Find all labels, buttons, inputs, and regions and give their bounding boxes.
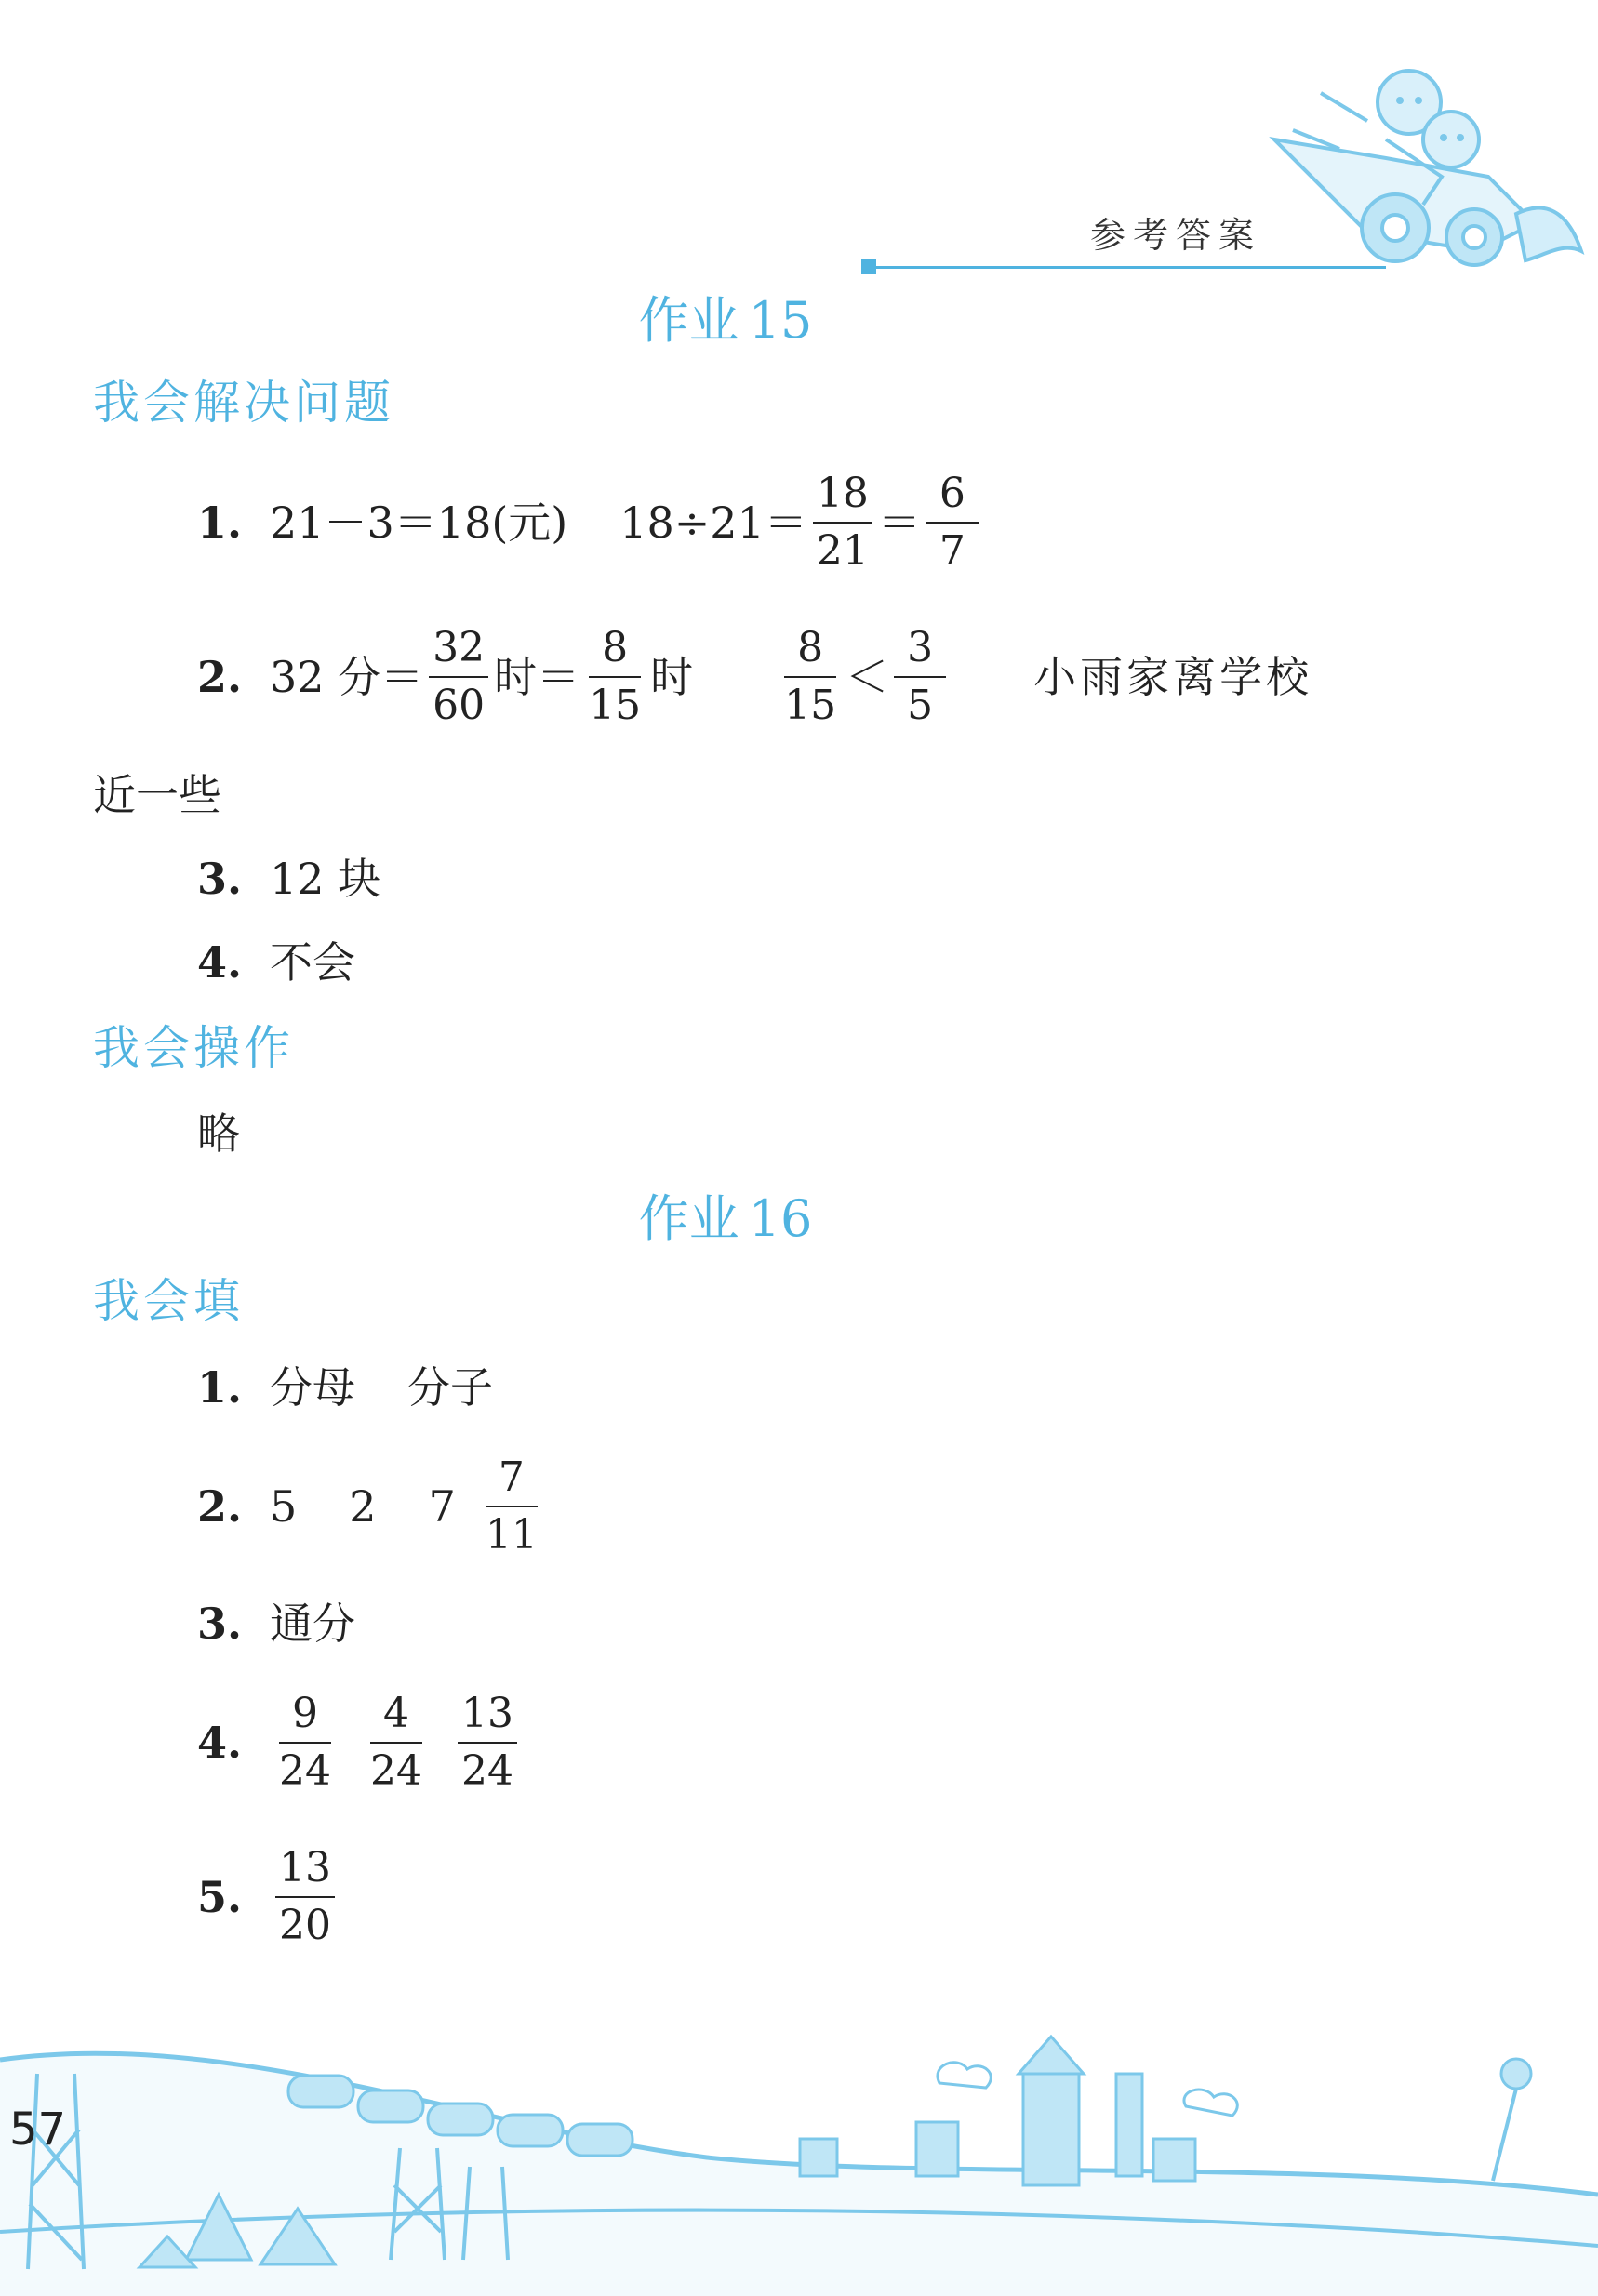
fraction: $\frac{32}{60}$	[429, 628, 488, 726]
q2-mid-2: 时	[650, 652, 694, 702]
q2-answer-c: 7	[428, 1481, 456, 1532]
q1-expression: 21－3＝18(元)	[270, 498, 568, 548]
fraction: $\frac{7}{11}$	[485, 1453, 538, 1559]
hw16-q3	[197, 1577, 355, 1670]
q3-answer: 12 块	[270, 854, 381, 904]
fraction: $\frac{8}{15}$	[784, 624, 837, 729]
hw16-q2	[197, 1453, 547, 1559]
homework-title-label: 作业	[638, 291, 739, 350]
q2-answer-b: 2	[349, 1481, 377, 1532]
hw15-q2	[197, 624, 1313, 729]
q1-expression-2: 18÷21＝	[619, 498, 807, 548]
homework-number: 15	[748, 291, 813, 350]
q2-answer-continuation: 近一些	[93, 770, 221, 820]
fraction: $\frac{18}{21}$	[813, 473, 872, 572]
question-number: 1.	[197, 498, 243, 548]
equals-sign: ＝	[877, 498, 921, 548]
hw16-q4	[197, 1690, 523, 1795]
fraction: $\frac{8}{15}$	[589, 624, 642, 729]
question-number: 4.	[197, 1718, 243, 1768]
question-number: 3.	[197, 1599, 243, 1649]
q1-answer-b: 分子	[407, 1362, 493, 1413]
header-label: 参考答案	[1090, 215, 1262, 256]
homework-title-label: 作业	[638, 1189, 739, 1248]
q3-answer: 通分	[270, 1599, 355, 1649]
homework-16-title	[0, 1189, 1451, 1248]
fraction: $\frac{6}{7}$	[926, 473, 979, 572]
q4-answer: 不会	[270, 937, 355, 988]
question-number: 4.	[197, 937, 243, 988]
hw16-q5	[197, 1844, 340, 1949]
fraction: $\frac{9}{24}$	[279, 1690, 331, 1795]
question-number: 2.	[197, 1481, 243, 1532]
question-number: 2.	[197, 652, 243, 702]
q2-answer-text: 小雨家离学校	[1033, 652, 1313, 702]
q2-prefix: 32 分＝	[270, 652, 424, 702]
section-heading-fill-in: 我会填	[93, 1274, 244, 1328]
question-number: 1.	[197, 1362, 243, 1413]
fraction: $\frac{13}{20}$	[275, 1848, 335, 1946]
section-heading-operate: 我会操作	[93, 1021, 294, 1075]
town-landscape-illustration	[0, 2018, 1598, 2296]
hw15-q3	[197, 832, 380, 925]
operate-answer: 略	[197, 1108, 240, 1159]
hw15-q4	[197, 916, 355, 1009]
homework-15-title	[0, 291, 1451, 350]
q2-mid-1: 时＝	[494, 652, 580, 702]
hw16-q1	[197, 1341, 493, 1434]
question-number: 3.	[197, 854, 243, 904]
homework-number: 16	[748, 1189, 813, 1248]
page-number: 57	[9, 2104, 67, 2156]
q1-answer-a: 分母	[270, 1362, 355, 1413]
fraction: $\frac{4}{24}$	[370, 1690, 422, 1795]
less-than-sign: ＜	[846, 652, 889, 702]
fraction: $\frac{3}{5}$	[894, 628, 946, 726]
q2-answer-a: 5	[270, 1481, 298, 1532]
hw15-q1	[197, 470, 984, 575]
header-rule-marker	[861, 259, 876, 274]
rocket-kids-illustration	[1256, 37, 1591, 298]
fraction: $\frac{13}{24}$	[458, 1693, 517, 1792]
section-heading-solve-problems: 我会解决问题	[93, 376, 394, 430]
question-number: 5.	[197, 1872, 243, 1922]
